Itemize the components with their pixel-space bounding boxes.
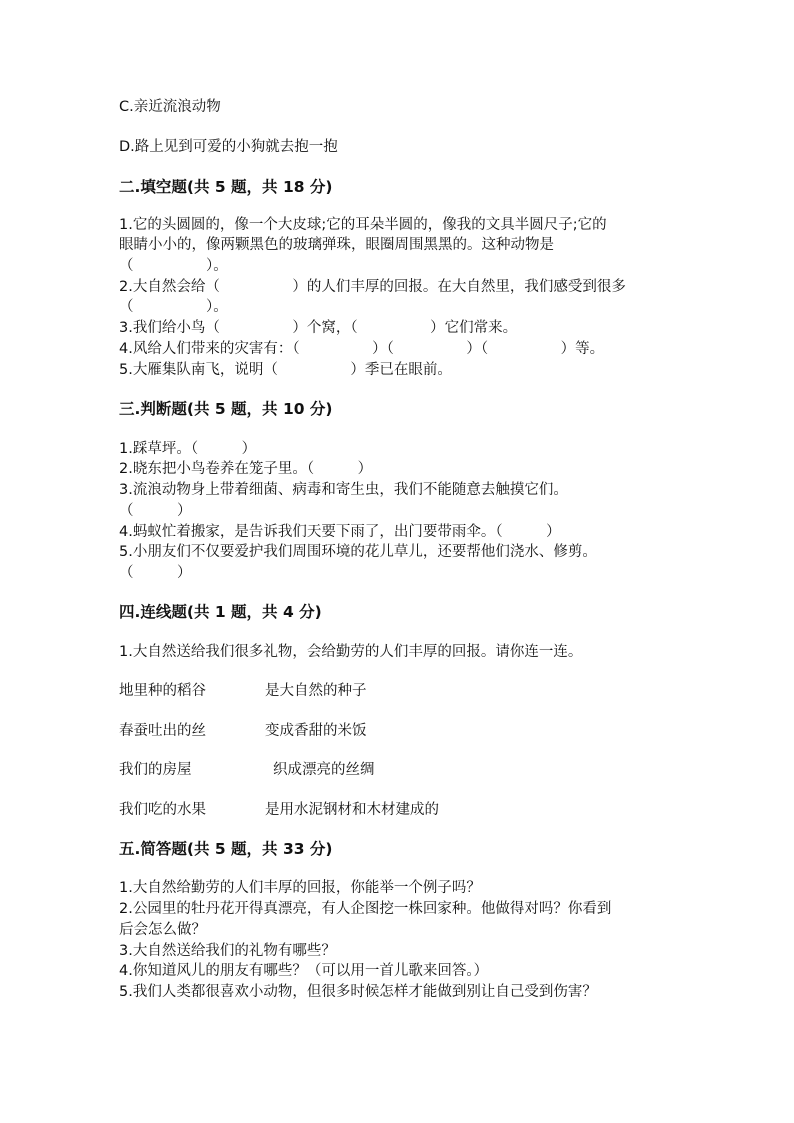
match-left: 地里种的稻谷 <box>119 683 206 699</box>
section3-line: （ ） <box>119 565 192 581</box>
section5-line: 5.我们人类都很喜欢小动物，但很多时候怎样才能做到别让自己受到伤害？ <box>119 984 597 1000</box>
option-d: D.路上见到可爱的小狗就去抱一抱 <box>119 139 338 155</box>
section3-line: 3.流浪动物身上带着细菌、病毒和寄生虫，我们不能随意去触摸它们。 <box>119 482 568 498</box>
match-left: 我们吃的水果 <box>119 802 206 818</box>
section5-heading: 五.简答题(共 5 题，共 33 分) <box>119 840 333 858</box>
match-right: 是大自然的种子 <box>265 683 367 699</box>
match-pair <box>119 760 375 780</box>
section4-heading: 四.连线题(共 1 题，共 4 分) <box>119 603 322 621</box>
match-left: 春蚕吐出的丝 <box>119 723 206 739</box>
section3-line: （ ） <box>119 503 192 519</box>
section2-line: 3.我们给小鸟（ ）个窝，（ ）它们常来。 <box>119 320 518 336</box>
section2-line: （ ）。 <box>119 299 228 315</box>
match-pair <box>119 681 367 701</box>
section5-line: 2.公园里的牡丹花开得真漂亮，有人企图挖一株回家种。他做得对吗？你看到 <box>119 901 612 917</box>
section3-line: 4.蚂蚁忙着搬家，是告诉我们天要下雨了，出门要带雨伞。（ ） <box>119 524 561 540</box>
match-pair <box>119 721 367 741</box>
section2-line: 2.大自然会给（ ）的人们丰厚的回报。在大自然里，我们感受到很多 <box>119 279 626 295</box>
section2-line: （ ）。 <box>119 258 228 274</box>
section2-line: 1.它的头圆圆的，像一个大皮球;它的耳朵半圆的，像我的文具半圆尺子;它的 <box>119 217 607 233</box>
match-right: 是用水泥钢材和木材建成的 <box>265 802 439 818</box>
section3-line: 5.小朋友们不仅要爱护我们周围环境的花儿草儿，还要帮他们浇水、修剪。 <box>119 544 597 560</box>
section2-line: 5.大雁集队南飞，说明（ ）季已在眼前。 <box>119 362 452 378</box>
option-c: C.亲近流浪动物 <box>119 99 221 115</box>
section3-line: 1.踩草坪。（ ） <box>119 441 257 457</box>
section5-line: 后会怎么做？ <box>119 922 206 938</box>
section2-line: 眼睛小小的，像两颗黑色的玻璃弹珠，眼圈周围黑黑的。这种动物是 <box>119 237 554 253</box>
section2-heading: 二.填空题(共 5 题，共 18 分) <box>119 178 333 196</box>
section3-heading: 三.判断题(共 5 题，共 10 分) <box>119 400 333 418</box>
section2-line: 4.风给人们带来的灾害有：（ ）（ ）（ ）等。 <box>119 341 605 357</box>
match-left: 我们的房屋 <box>119 762 192 778</box>
section4-question: 1.大自然送给我们很多礼物，会给勤劳的人们丰厚的回报。请你连一连。 <box>119 644 583 660</box>
match-pair <box>119 800 439 820</box>
section3-line: 2.晓东把小鸟卷养在笼子里。（ ） <box>119 461 373 477</box>
section5-line: 3.大自然送给我们的礼物有哪些？ <box>119 943 336 959</box>
match-right: 变成香甜的米饭 <box>265 723 367 739</box>
match-right: 织成漂亮的丝绸 <box>273 762 375 778</box>
section5-line: 4.你知道风儿的朋友有哪些？（可以用一首儿歌来回答。） <box>119 963 489 979</box>
section5-line: 1.大自然给勤劳的人们丰厚的回报，你能举一个例子吗？ <box>119 880 481 896</box>
